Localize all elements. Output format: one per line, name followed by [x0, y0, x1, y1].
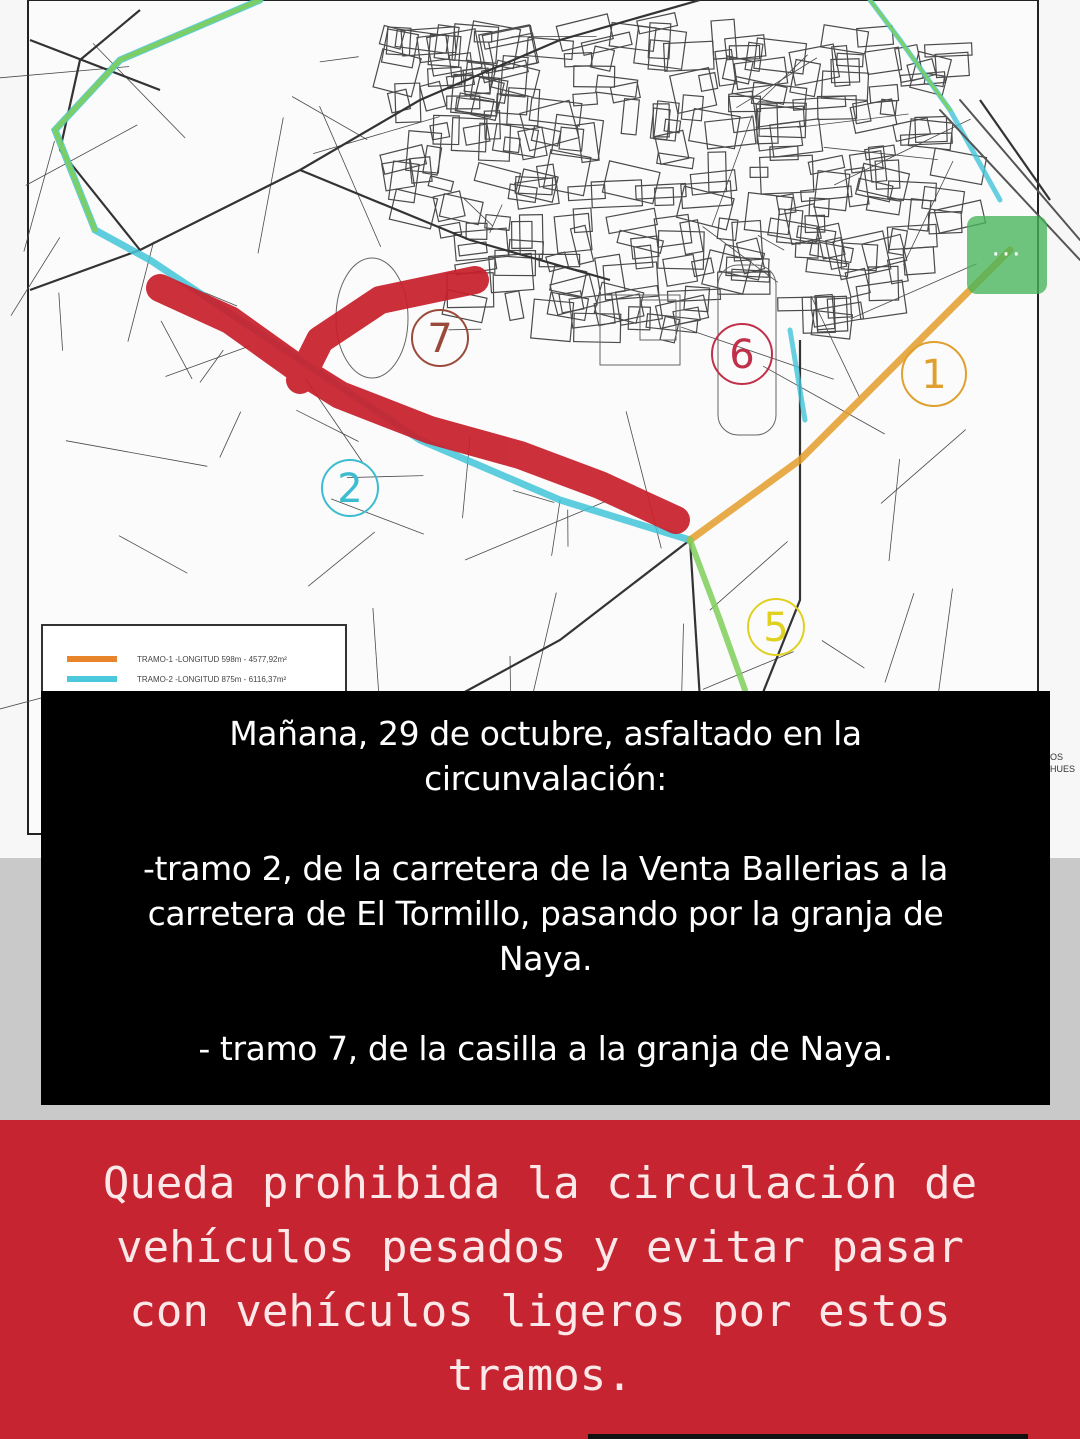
more-horizontal-icon: ···	[991, 240, 1023, 270]
warning-line: vehículos pesados y evitar pasar	[116, 1222, 964, 1273]
caption-box	[41, 691, 1050, 1105]
caption-line: carretera de El Tormillo, pasando por la granja de	[147, 894, 944, 933]
bottom-edge-bar	[588, 1434, 1028, 1439]
map-edge-label: OS	[1050, 752, 1064, 762]
warning-line: Queda prohibida la circulación de	[102, 1158, 978, 1209]
section-marker-number: 6	[729, 332, 755, 378]
warning-line: con vehículos ligeros por estos	[129, 1286, 951, 1337]
section-marker-number: 5	[763, 605, 789, 651]
more-options-button[interactable]	[967, 216, 1047, 294]
legend-row-tramo-2	[67, 672, 286, 686]
legend-row-tramo-1	[67, 652, 287, 666]
legend-swatch-orange	[67, 656, 117, 662]
map-legend	[41, 624, 347, 694]
caption-line: - tramo 7, de la casilla a la granja de Naya.	[198, 1029, 893, 1068]
legend-label: TRAMO-1 -LONGITUD 598m - 4577,92m²	[137, 654, 287, 664]
warning-box	[0, 1120, 1080, 1439]
section-marker-number: 7	[427, 316, 453, 362]
caption-line: circunvalación:	[424, 759, 667, 798]
caption-line: Naya.	[498, 939, 593, 978]
map-edge-label: HUES	[1050, 764, 1076, 774]
warning-line: tramos.	[447, 1350, 633, 1401]
legend-label: TRAMO-2 -LONGITUD 875m - 6116,37m²	[137, 674, 287, 684]
legend-swatch-cyan	[67, 676, 117, 682]
caption-line: Mañana, 29 de octubre, asfaltado en la	[229, 714, 862, 753]
caption-line: -tramo 2, de la carretera de la Venta Ballerias a la	[142, 849, 949, 888]
section-marker-number: 1	[921, 352, 947, 398]
section-marker-number: 2	[337, 466, 363, 512]
